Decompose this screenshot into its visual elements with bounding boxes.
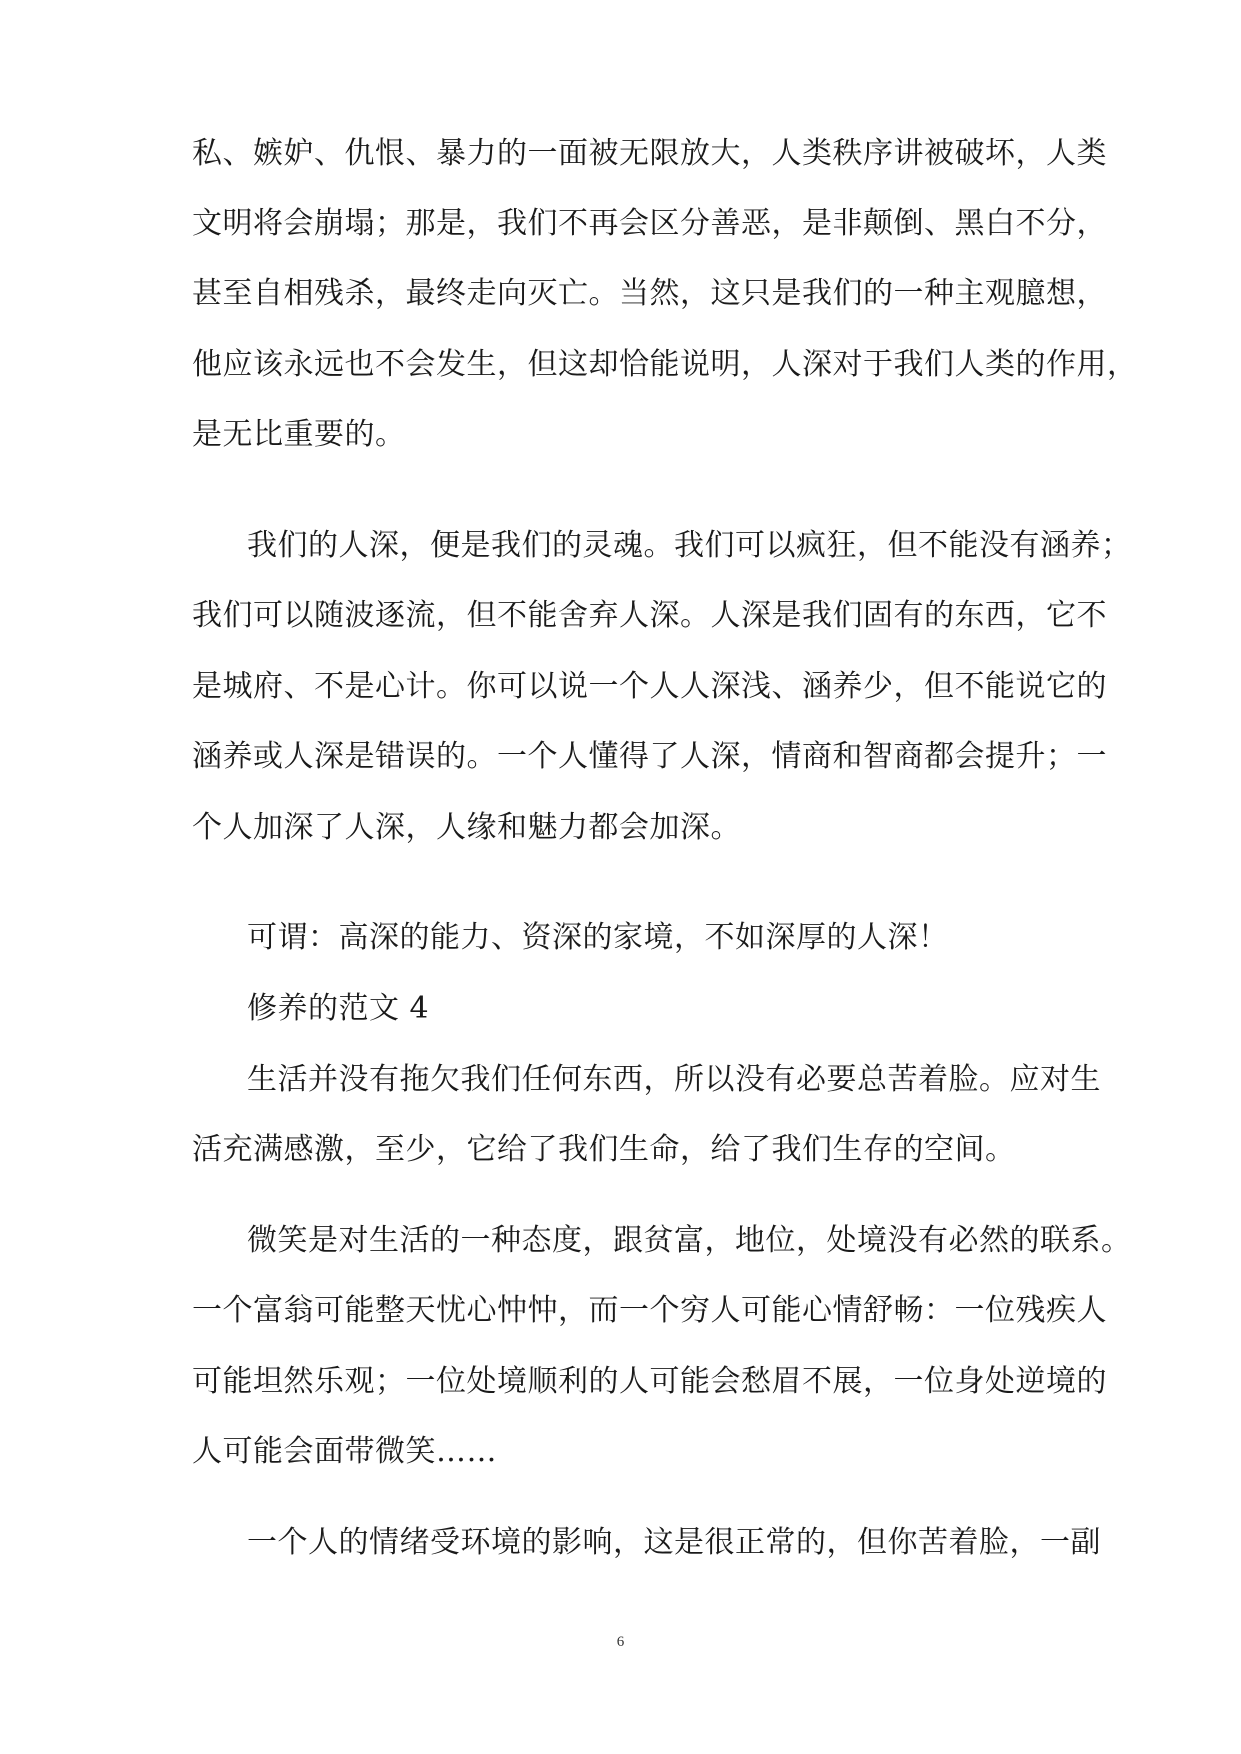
text-line: 是无比重要的。 [192,417,406,452]
text-line: 人可能会面带微笑…… [192,1434,497,1469]
text-line: 活充满感激，至少，它给了我们生命，给了我们生存的空间。 [192,1132,1016,1167]
text-line: 文明将会崩塌；那是，我们不再会区分善恶，是非颠倒、黑白不分， [192,206,1107,241]
section-heading: 修养的范文 4 [247,991,430,1026]
text-line: 甚至自相残杀，最终走向灭亡。当然，这只是我们的一种主观臆想， [192,276,1107,311]
paragraph-start-line: 一个人的情绪受环境的影响，这是很正常的，但你苦着脸，一副 [247,1525,1101,1560]
text-line: 他应该永远也不会发生，但这却恰能说明，人深对于我们人类的作用， [192,347,1138,382]
paragraph-start-line: 我们的人深，便是我们的灵魂。我们可以疯狂，但不能没有涵养； [247,528,1132,563]
text-line: 私、嫉妒、仇恨、暴力的一面被无限放大，人类秩序讲被破坏，人类 [192,136,1107,171]
text-line: 个人加深了人深，人缘和魅力都会加深。 [192,810,741,845]
page-number: 6 [616,1634,625,1650]
paragraph-start-line: 微笑是对生活的一种态度，跟贫富，地位，处境没有必然的联系。 [247,1223,1132,1258]
text-line: 涵养或人深是错误的。一个人懂得了人深，情商和智商都会提升；一 [192,739,1107,774]
text-line: 一个富翁可能整天忧心忡忡，而一个穷人可能心情舒畅：一位残疾人 [192,1293,1107,1328]
text-line: 是城府、不是心计。你可以说一个人人深浅、涵养少，但不能说它的 [192,669,1107,704]
paragraph-start-line: 可谓：高深的能力、资深的家境，不如深厚的人深！ [247,920,949,955]
text-line: 可能坦然乐观；一位处境顺利的人可能会愁眉不展，一位身处逆境的 [192,1364,1107,1399]
paragraph-start-line: 生活并没有拖欠我们任何东西，所以没有必要总苦着脸。应对生 [247,1062,1101,1097]
text-line: 我们可以随波逐流，但不能舍弃人深。人深是我们固有的东西，它不 [192,598,1107,633]
